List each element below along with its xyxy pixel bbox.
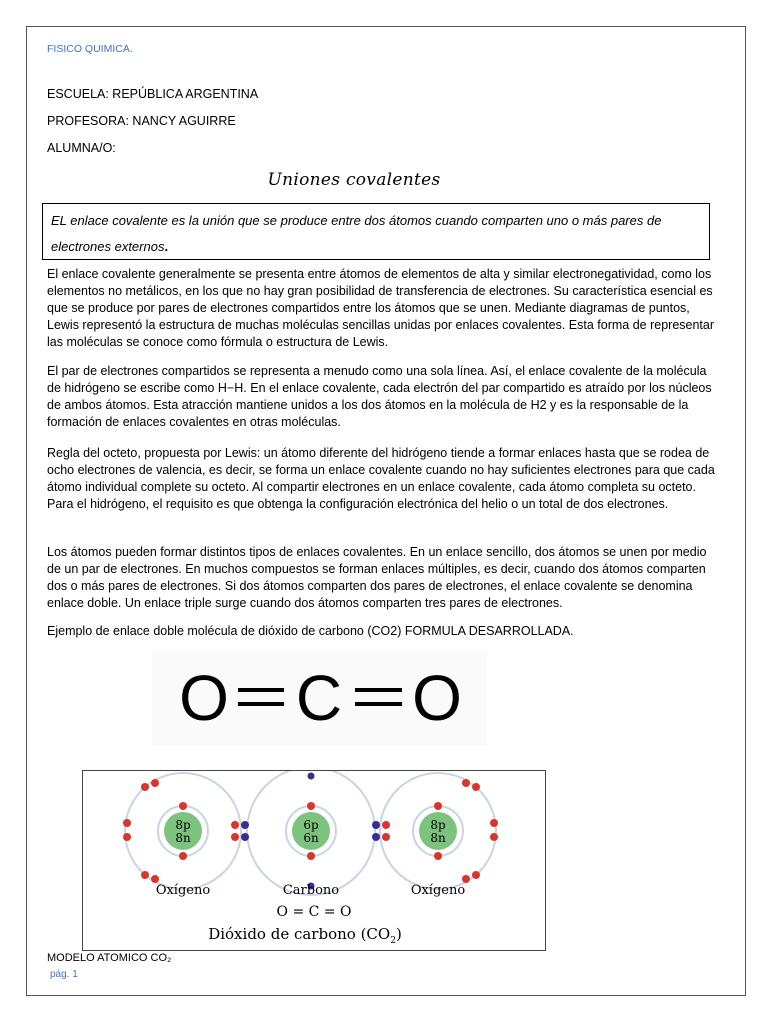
electron-shared bbox=[372, 821, 380, 829]
paragraph-octet-rule: Regla del octeto, propuesta por Lewis: un átomo diferente del hidrógeno tiende a formar enlaces hasta que se rodea de ocho electrones de valencia, es decir, se forma un enlace covalente cuando no hay suficientes electrones para que cada átomo individual complete su octeto. Al compartir electrones en un enlace covalente, cada átomo completa su octeto. Para el hidrógeno, el requisito es que obtenga la configuración electrónica del helio o un total de dos electrones. bbox=[47, 446, 715, 511]
electron bbox=[472, 783, 480, 791]
electron bbox=[179, 852, 187, 860]
figure-caption: MODELO ATOMICO CO₂ bbox=[47, 952, 172, 964]
definition-box bbox=[42, 203, 710, 260]
atomic-model-diagram bbox=[83, 771, 545, 950]
nucleus-oxygen-right-protons: 8p bbox=[430, 818, 446, 832]
teacher-line: PROFESORA: NANCY AGUIRRE bbox=[47, 114, 236, 128]
document-header: FISICO QUIMICA. bbox=[47, 43, 133, 55]
nucleus-carbon-neutrons: 6n bbox=[303, 831, 319, 845]
co2-structural-formula bbox=[152, 650, 487, 746]
nucleus-oxygen-left-protons: 8p bbox=[175, 818, 191, 832]
paragraph-intro: El enlace covalente generalmente se presenta entre átomos de elementos de alta y similar electronegatividad, como los elementos no metálicos, en los que no hay gran posibilidad de transferencia de electrones. Su característica esencial es que se produce por pares de electrones compartidos entre los átomos que se unen. Mediante diagramas de puntos, Lewis representó la estructura de muchas moléculas sencillas unidas por enlaces covalentes. Esta forma de representar las moléculas se conoce como fórmula o estructura de Lewis. bbox=[47, 267, 715, 349]
electron bbox=[141, 783, 149, 791]
electron bbox=[307, 802, 315, 810]
paragraph-example: Ejemplo de enlace doble molécula de dióxido de carbono (CO2) FORMULA DESARROLLADA. bbox=[47, 624, 574, 638]
electron bbox=[490, 833, 498, 841]
model-compound-name bbox=[208, 925, 402, 946]
co2-formula-image bbox=[152, 650, 487, 746]
electron bbox=[490, 819, 498, 827]
model-compound-name-text: Dióxido de carbono (CO bbox=[208, 925, 391, 943]
electron-shared bbox=[308, 773, 315, 780]
electron bbox=[382, 821, 390, 829]
model-formula: O = C = O bbox=[276, 904, 352, 920]
model-compound-name-subscript: 2 bbox=[390, 936, 396, 946]
electron bbox=[462, 779, 470, 787]
electron bbox=[231, 821, 239, 829]
electron bbox=[231, 833, 239, 841]
definition-period: . bbox=[164, 239, 169, 254]
label-oxygen-left: Oxígeno bbox=[155, 883, 211, 898]
paragraph-shared-pair: El par de electrones compartidos se representa a menudo como una sola línea. Así, el enlace covalente de la molécula de hidrógeno se escribe como H−H. En el enlace covalente, cada electrón del par compartido es atraído por los núcleos de ambos átomos. Esta atracción mantiene unidos a los dos átomos en la molécula de H2 y es la responsable de la formación de enlaces covalentes en otras moléculas. bbox=[47, 364, 712, 429]
electron bbox=[151, 875, 159, 883]
model-compound-name-close: ) bbox=[395, 925, 402, 943]
electron bbox=[123, 833, 131, 841]
page-number: pág. 1 bbox=[50, 969, 78, 980]
nucleus-oxygen-right-neutrons: 8n bbox=[430, 831, 446, 845]
formula-atom-carbon: C bbox=[295, 662, 343, 734]
electron-shared bbox=[241, 833, 249, 841]
electron bbox=[382, 833, 390, 841]
electron-shared bbox=[372, 833, 380, 841]
formula-atom-oxygen-right: O bbox=[412, 662, 462, 734]
electron-shared bbox=[241, 821, 249, 829]
formula-atom-oxygen-left: O bbox=[179, 662, 229, 734]
electron bbox=[307, 852, 315, 860]
school-line: ESCUELA: REPÚBLICA ARGENTINA bbox=[47, 87, 259, 101]
nucleus-carbon-protons: 6p bbox=[303, 818, 319, 832]
nucleus-oxygen-left-neutrons: 8n bbox=[175, 831, 191, 845]
label-carbon: Carbono bbox=[282, 883, 340, 898]
student-line: ALUMNA/O: bbox=[47, 141, 116, 155]
definition-text: EL enlace covalente es la unión que se produce entre dos átomos cuando comparten uno o más pares de electrones externos bbox=[51, 213, 662, 254]
label-oxygen-right: Oxígeno bbox=[410, 883, 466, 898]
paragraph-bond-types: Los átomos pueden formar distintos tipos de enlaces covalentes. En un enlace sencillo, dos átomos se unen por medio de un par de electrones. En muchos compuestos se forman enlaces múltiples, es decir, cuando dos átomos comparten dos o más pares de electrones. Si dos átomos comparten dos pares de electrones, el enlace covalente se denomina enlace doble. Un enlace triple surge cuando dos átomos comparten tres pares de electrones. bbox=[47, 545, 707, 610]
electron bbox=[472, 871, 480, 879]
electron bbox=[123, 819, 131, 827]
electron bbox=[462, 875, 470, 883]
electron bbox=[141, 871, 149, 879]
co2-atomic-model-figure bbox=[82, 770, 546, 951]
electron bbox=[179, 802, 187, 810]
page-title: Uniones covalentes bbox=[267, 170, 441, 190]
electron bbox=[151, 779, 159, 787]
electron bbox=[434, 802, 442, 810]
electron bbox=[434, 852, 442, 860]
